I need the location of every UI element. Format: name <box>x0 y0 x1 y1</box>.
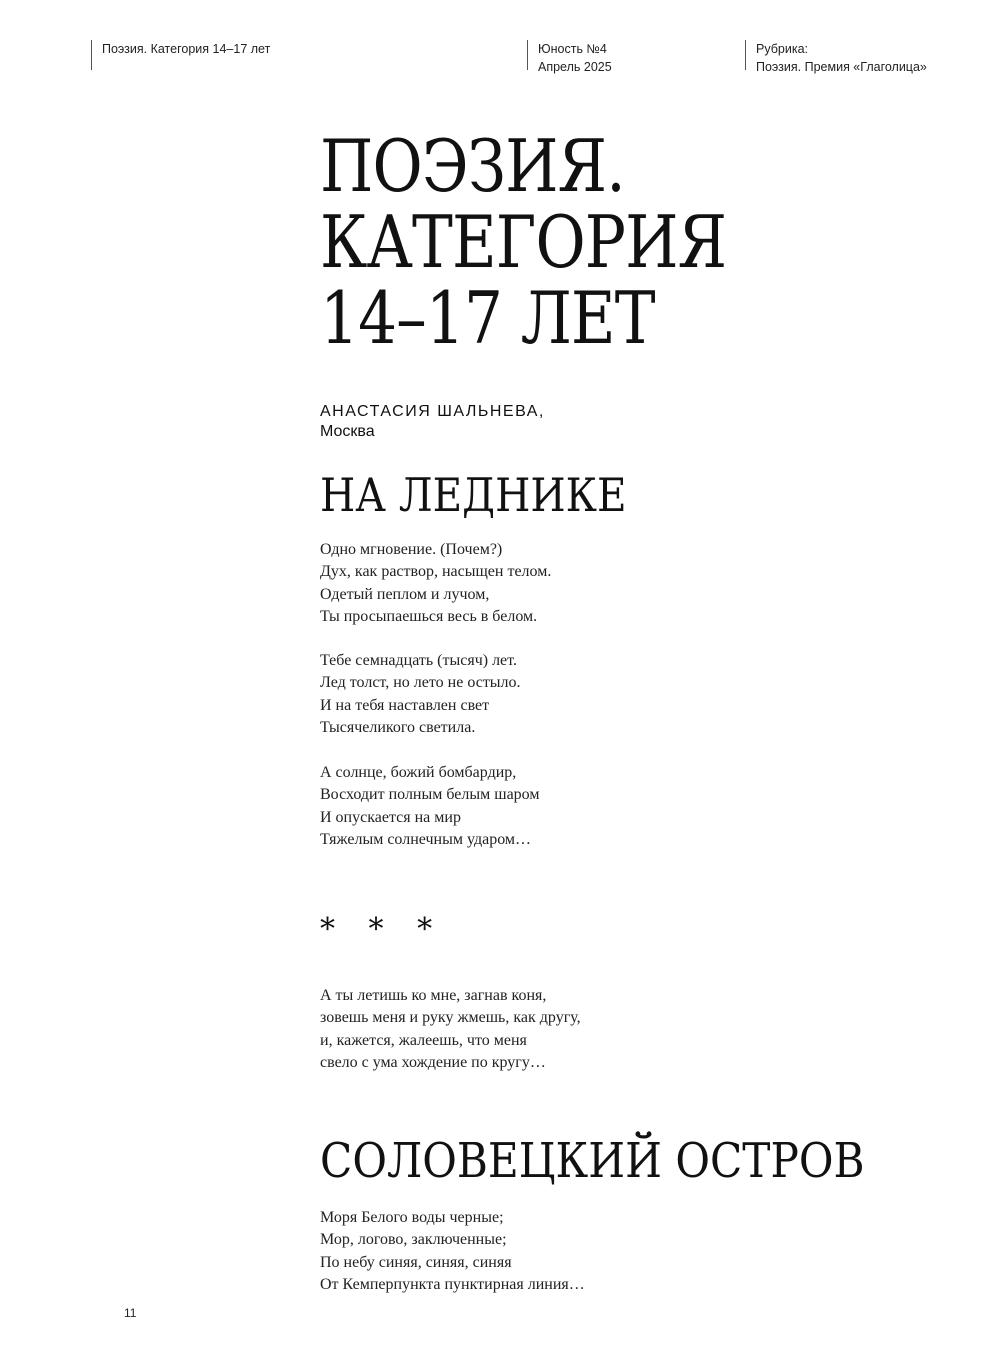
poem-stanza <box>320 985 581 1074</box>
poem-line: Тебе семнадцать (тысяч) лет. <box>320 652 517 669</box>
poem-stanza <box>320 762 540 851</box>
header-magazine: Юность №4 <box>538 42 607 56</box>
poem-line: Одно мгновение. (Почем?) <box>320 541 503 558</box>
header-rubric-value: Поэзия. Премия «Глаголица» <box>756 60 927 74</box>
header-rubric-label: Рубрика: <box>756 42 808 56</box>
author-name: АНАСТАСИЯ ШАЛЬНЕВА, <box>320 403 545 420</box>
poem-line: Тяжелым солнечным ударом… <box>320 830 532 848</box>
poem-line: Дух, как раствор, насыщен телом. <box>320 563 552 581</box>
poem-stanza <box>320 539 551 628</box>
title-line: ПОЭЗИЯ. <box>320 124 625 208</box>
author-city: Москва <box>320 423 375 440</box>
poem-line: и, кажется, жалеешь, что меня <box>320 1031 527 1049</box>
poem-title-asterisks: * * * <box>320 912 445 947</box>
poem-line: А солнце, божий бомбардир, <box>320 764 517 781</box>
header-section <box>91 40 270 70</box>
poem-stanza <box>320 650 521 739</box>
poem-line: От Кемперпункта пунктирная линия… <box>320 1275 585 1293</box>
poem-line: Мор, логово, заключенные; <box>320 1231 507 1249</box>
poem-line: Моря Белого воды черные; <box>320 1209 504 1226</box>
poem-line: Одетый пеплом и лучом, <box>320 585 490 603</box>
poem-line: Ты просыпаешься весь в белом. <box>320 607 538 625</box>
poem-line: По небу синяя, синяя, синяя <box>320 1253 512 1271</box>
poem-line: И опускается на мир <box>320 808 461 826</box>
poem-line: свело с ума хождение по кругу… <box>320 1053 546 1071</box>
page-number: 11 <box>124 1306 137 1320</box>
author-block <box>320 402 545 442</box>
header-issue <box>527 40 612 74</box>
poem-title: НА ЛЕДНИКЕ <box>320 468 627 522</box>
poem-line: зовешь меня и руку жмешь, как другу, <box>320 1009 581 1027</box>
header-rubric <box>745 40 927 74</box>
poem-line: Восходит полным белым шаром <box>320 786 540 804</box>
page-title <box>320 124 727 360</box>
title-line: КАТЕГОРИЯ <box>320 200 727 284</box>
poem-title: СОЛОВЕЦКИЙ ОСТРОВ <box>320 1133 865 1189</box>
poem-stanza <box>320 1207 585 1296</box>
header-section-label: Поэзия. Категория 14–17 лет <box>102 42 271 56</box>
poem-line: Лед толст, но лето не остыло. <box>320 674 521 692</box>
poem-line: Тысячеликого светила. <box>320 718 476 736</box>
title-line: 14–17 ЛЕТ <box>320 276 655 360</box>
header-issue-date: Апрель 2025 <box>538 60 612 74</box>
poem-line: И на тебя наставлен свет <box>320 696 490 714</box>
poem-line: А ты летишь ко мне, загнав коня, <box>320 987 547 1004</box>
